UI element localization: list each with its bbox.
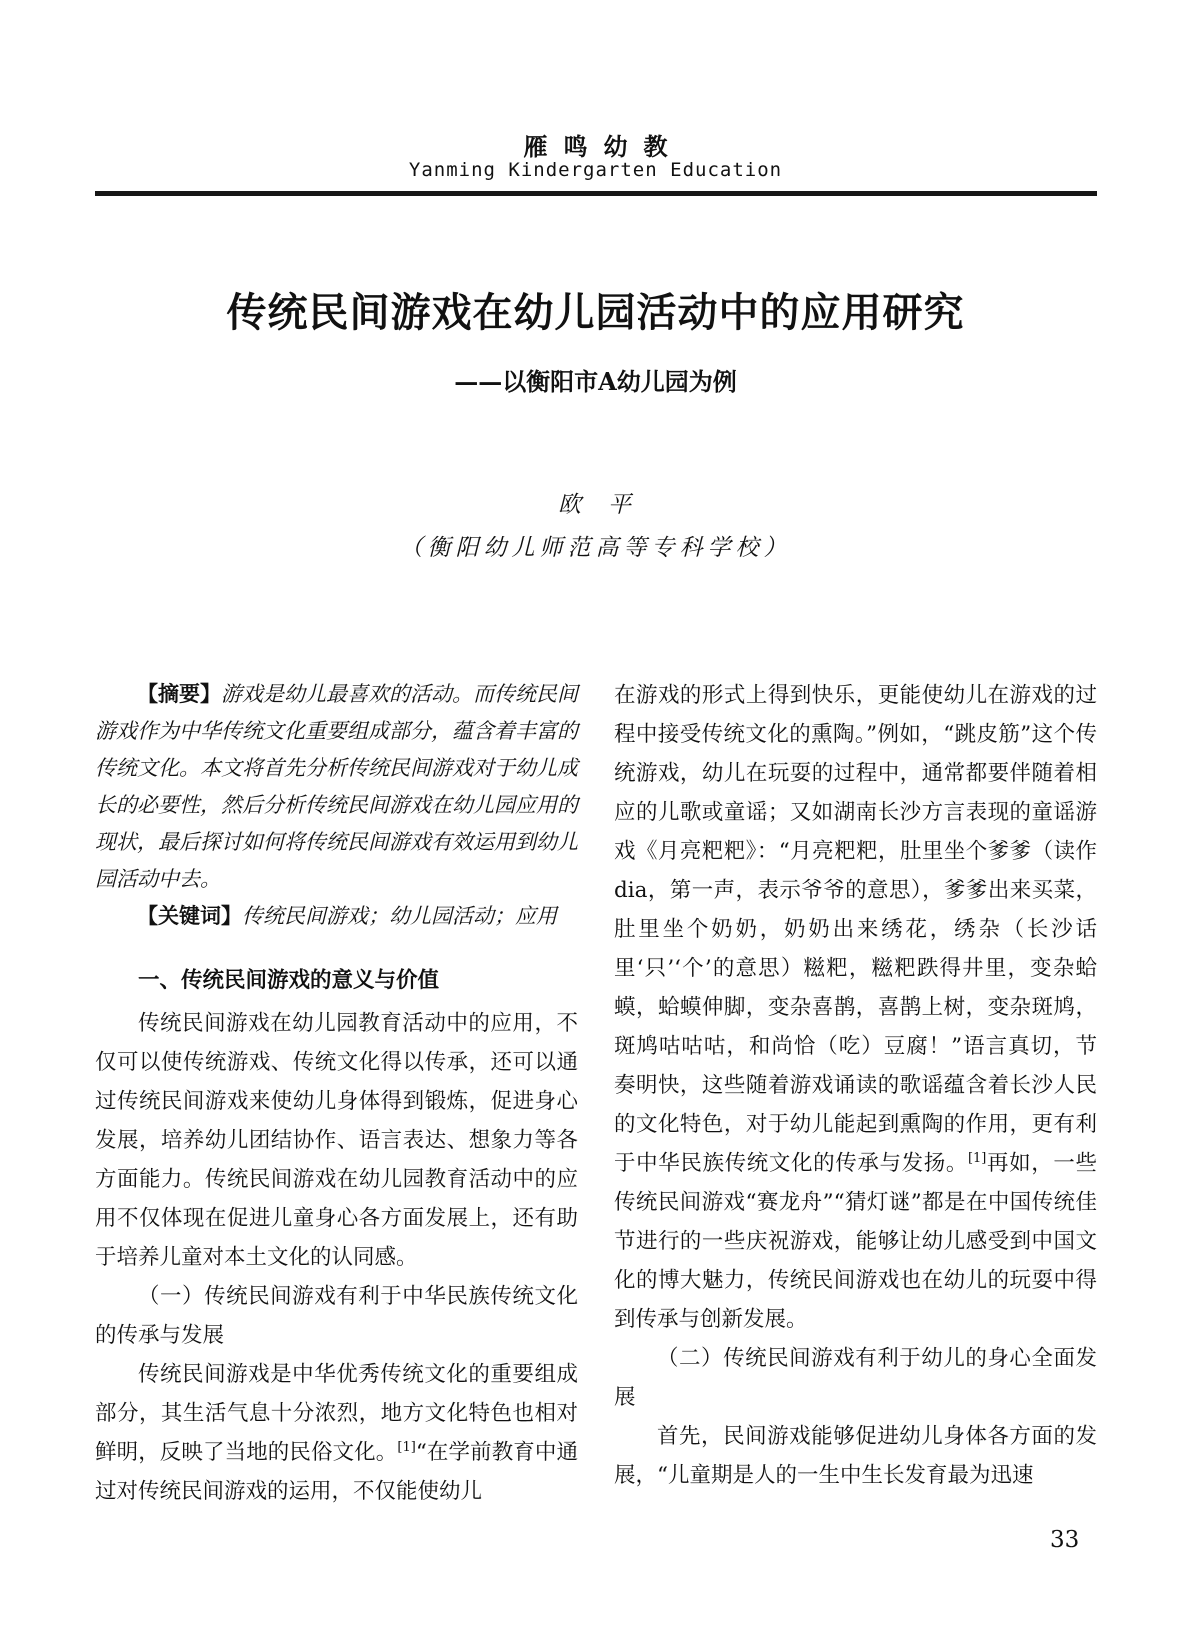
author-affiliation: （衡阳幼儿师范高等专科学校） <box>399 535 792 561</box>
keywords-label: 【关键词】 <box>137 904 242 928</box>
section-1-paragraph-1: 传统民间游戏在幼儿园教育活动中的应用，不仅可以使传统游戏、传统文化得以传承，还可以通过传统民间游戏来使幼儿身体得到锻炼，促进身心发展，培养幼儿团结协作、语言表达、想象力等各方面能力。传统民间游戏在幼儿园教育活动中的应用不仅体现在促进儿童身心各方面发展上，还有助于培养儿童对本土文化的认同感。 <box>95 1011 578 1270</box>
footnote-reference-1: [1] <box>397 1439 416 1455</box>
footnote-reference-2: [1] <box>967 1150 987 1166</box>
subsection-1-heading: （一）传统民间游戏有利于中华民族传统文化的传承与发展 <box>95 1284 578 1348</box>
keywords-paragraph <box>95 898 578 935</box>
article-subtitle: ——以衡阳市A幼儿园为例 <box>454 367 737 396</box>
left-column <box>95 676 578 1511</box>
section-1-paragraph-2-continuation <box>614 676 1097 1339</box>
section-1-paragraph-4: 首先，民间游戏能够促进幼儿身体各方面的发展，“儿童期是人的一生中生长发育最为迅速 <box>614 1424 1097 1488</box>
paragraph-2-text: 传统民间游戏是中华优秀传统文化的重要组成部分，其生活气息十分浓烈，地方文化特色也相对鲜明，反映了当地的民俗文化。 <box>95 1362 578 1465</box>
journal-name-chinese: 雁鸣幼教 <box>523 132 684 161</box>
paragraph-3-continued: 再如，一些传统民间游戏“赛龙舟”“猜灯谜”都是在中国传统佳节进行的一些庆祝游戏，能够让幼儿感受到中国文化的博大魅力，传统民间游戏也在幼儿的玩耍中得到传承与创新发展。 <box>614 1151 1097 1332</box>
section-1-paragraph-2 <box>95 1355 578 1511</box>
paragraph-3-text: 在游戏的形式上得到快乐，更能使幼儿在游戏的过程中接受传统文化的熏陶。”例如，“跳皮筋”这个传统游戏，幼儿在玩耍的过程中，通常都要伴随着相应的儿歌或童谣；又如湖南长沙方言表现的童谣游戏《月亮粑粑》：“月亮粑粑，肚里坐个爹爹（读作dia，第一声，表示爷爷的意思），爹爹出来买菜，肚里坐个奶奶，奶奶出来绣花，绣杂（长沙话里‘只’‘个’的意思）糍粑，糍粑跌得井里，变杂蛤蟆，蛤蟆伸脚，变杂喜鹊，喜鹊上树，变杂斑鸠，斑鸠咕咕咕，和尚恰（吃）豆腐！”语言真切，节奏明快，这些随着游戏诵读的歌谣蕴含着长沙人民的文化特色，对于幼儿能起到熏陶的作用，更有利于中华民族传统文化的传承与发扬。 <box>614 683 1097 1176</box>
subsection-2-heading: （二）传统民间游戏有利于幼儿的身心全面发展 <box>614 1346 1097 1410</box>
abstract-text: 游戏是幼儿最喜欢的活动。而传统民间游戏作为中华传统文化重要组成部分，蕴含着丰富的传统文化。本文将首先分析传统民间游戏对于幼儿成长的必要性，然后分析传统民间游戏在幼儿园应用的现状，最后探讨如何将传统民间游戏有效运用到幼儿园活动中去。 <box>95 682 578 891</box>
article-title: 传统民间游戏在幼儿园活动中的应用研究 <box>226 289 965 336</box>
paragraph-2-quote: “在学前教育中通过对传统民间游戏的运用，不仅能使幼儿 <box>95 1440 578 1504</box>
keywords-text: 传统民间游戏；幼儿园活动；应用 <box>242 904 557 928</box>
abstract-label: 【摘要】 <box>137 682 221 706</box>
page-number: 33 <box>1050 1527 1080 1553</box>
header-divider-rule <box>95 191 1097 196</box>
right-column <box>614 676 1097 1511</box>
section-1-heading: 一、传统民间游戏的意义与价值 <box>138 968 440 993</box>
two-column-body <box>95 676 1097 1511</box>
abstract-paragraph <box>95 676 578 898</box>
author-name: 欧 平 <box>558 492 633 518</box>
journal-name-english: Yanming Kindergarten Education <box>408 159 783 181</box>
